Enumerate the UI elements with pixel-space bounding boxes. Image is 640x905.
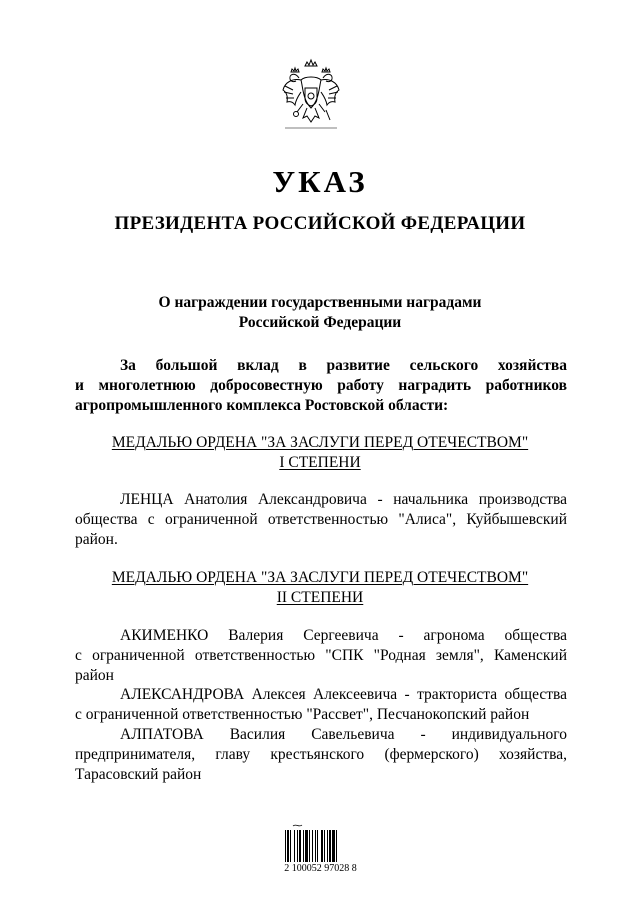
award-title-line: I СТЕПЕНИ [279,454,361,471]
recipient-line: район [75,667,114,684]
award-title-line: МЕДАЛЬЮ ОРДЕНА "ЗА ЗАСЛУГИ ПЕРЕД ОТЕЧЕСТВОМ" [111,569,529,586]
recipient-line: АЛПАТОВА Василия Савельевича - индивидуального [120,726,567,743]
document-subtitle: ПРЕЗИДЕНТА РОССИЙСКОЙ ФЕДЕРАЦИИ [114,213,526,234]
recipient-paragraph [75,685,567,725]
recipient-line: с ограниченной ответственностью "Рассвет", Песчанокопский район [75,706,530,723]
barcode-number: 2 100052 97028 8 [284,863,357,874]
intro-line: и многолетнюю добросовестную работу наградить работников [75,377,567,394]
document-title: УКАЗ [272,164,368,199]
award-title-line: МЕДАЛЬЮ ОРДЕНА "ЗА ЗАСЛУГИ ПЕРЕД ОТЕЧЕСТВОМ" [111,434,529,451]
recipient-line: АЛЕКСАНДРОВА Алексея Алексеевича - тракториста общества [120,686,567,703]
decree-intro [75,356,567,416]
state-emblem-icon [279,56,343,134]
award-title-first-degree [0,433,640,473]
recipient-line: ЛЕНЦА Анатолия Александровича - начальника производства [120,491,567,508]
recipient-line: с ограниченной ответственностью "СПК "Родная земля", Каменский [75,647,567,664]
award-title-line: II СТЕПЕНИ [276,589,364,606]
intro-line: агропромышленного комплекса Ростовской области: [75,397,449,414]
decree-heading-line: Российской Федерации [238,314,402,331]
recipient-line: район. [75,531,118,548]
recipient-line: общества с ограниченной ответственностью "Алиса", Куйбышевский [75,511,567,528]
decree-heading-line: О награждении государственными наградами [158,294,482,311]
recipient-line: Тарасовский район [75,766,202,783]
recipient-paragraph [75,490,567,550]
recipient-paragraph [75,626,567,686]
recipient-paragraph [75,725,567,785]
intro-line: За большой вклад в развитие сельского хозяйства [120,357,567,374]
recipient-line: АКИМЕНКО Валерия Сергеевича - агронома общества [120,627,567,644]
decree-heading [0,293,640,333]
award-title-second-degree [0,568,640,608]
recipient-line: предпринимателя, главу крестьянского (фермерского) хозяйства, [75,746,567,763]
